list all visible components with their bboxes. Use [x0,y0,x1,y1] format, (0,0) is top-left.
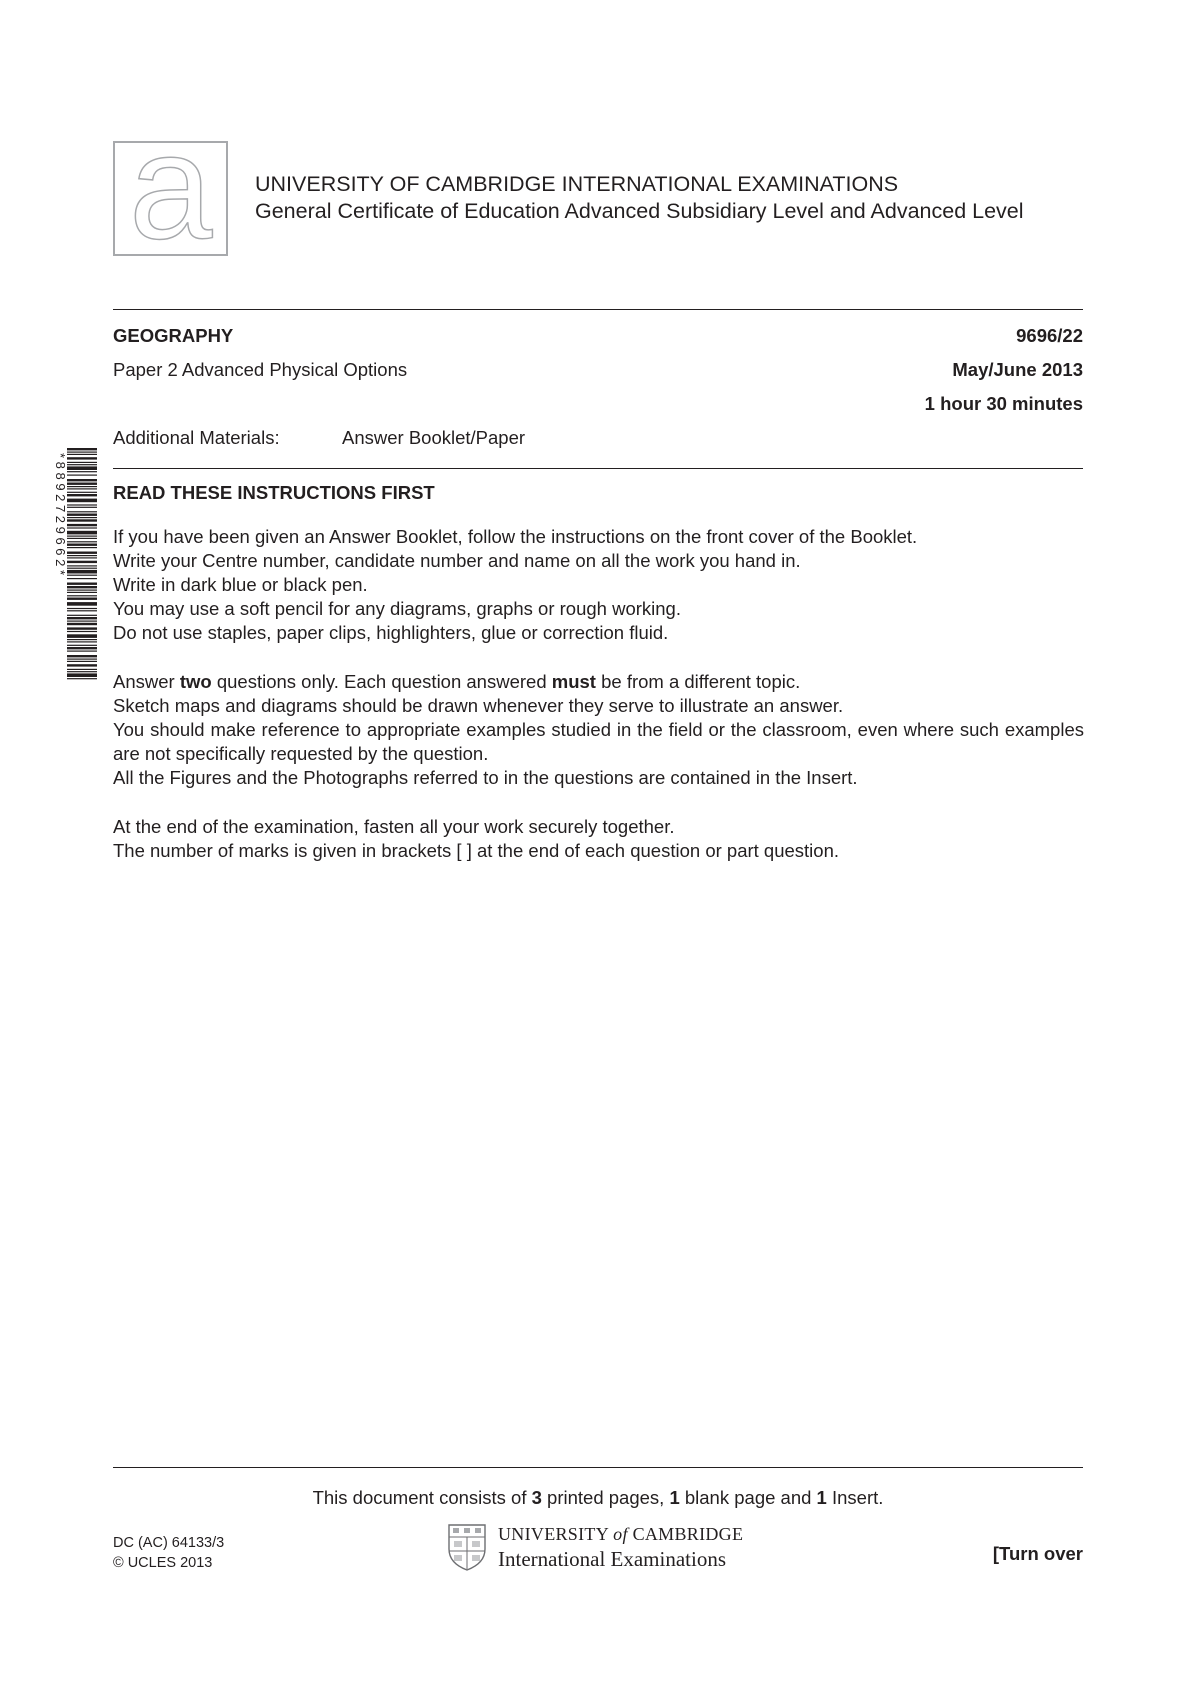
barcode-bar [67,568,97,569]
cambridge-crest-icon [447,1523,487,1571]
instruction-line: The number of marks is given in brackets [ ] at the end of each question or part question. [113,840,840,861]
instructions-heading: READ THESE INSTRUCTIONS FIRST [113,482,435,503]
emphasis-two: two [179,671,212,692]
barcode-bar [67,457,97,459]
barcode-bar [67,557,97,558]
barcode-bar [67,452,97,453]
barcode-bar [67,651,97,652]
subject: GEOGRAPHY [113,325,234,346]
barcode-bar [67,664,97,666]
barcode-bar [67,464,97,465]
barcode-bar [67,602,97,606]
barcode-bar [67,592,97,593]
instruction-line: Write in dark blue or black pen. [113,574,368,595]
barcode-bar [67,578,97,579]
text-run: be from a different topic. [595,671,801,692]
barcode-bar [67,570,97,574]
text-run: of [613,1524,628,1544]
barcode-bar [67,483,97,485]
text-run: This document consists of [312,1487,532,1508]
document-code: DC (AC) 64133/3 [113,1535,225,1551]
org-subtitle: General Certificate of Education Advanced Subsidiary Level and Advanced Level [255,199,1024,223]
text-run: CAMBRIDGE [632,1524,744,1544]
barcode-bar [67,659,97,660]
text-run: Insert. [826,1487,884,1508]
barcode-bar [67,547,97,548]
barcode-bar [67,552,97,554]
barcode-bar [67,544,97,546]
logo-ie-line: International Examinations [498,1547,727,1571]
instruction-line: Write your Centre number, candidate number and name on all the work you hand in. [113,550,801,571]
insert-count: 1 [816,1487,827,1508]
barcode-bar [67,511,97,512]
barcode-bar [67,499,97,503]
barcode-bar [67,634,97,638]
instructions-rule [113,468,1083,469]
barcode-bar [67,536,97,537]
barcode-bar [67,590,97,591]
header-rule [113,309,1083,310]
instruction-line: Do not use staples, paper clips, highlighters, glue or correction fluid. [113,622,669,643]
barcode-bar [67,454,97,455]
barcode-bar [67,507,97,508]
instruction-line: All the Figures and the Photographs referred to in the questions are contained in the Insert. [113,767,858,788]
page-count-statement [113,1487,1083,1509]
barcode-bar [67,538,97,539]
barcode-bar [67,598,97,600]
barcode-bar [67,479,97,481]
instructions-block-3 [113,815,1084,863]
materials-value: Answer Booklet/Paper [342,427,526,448]
cambridge-logo [447,1523,747,1575]
exam-duration: 1 hour 30 minutes [924,393,1083,414]
barcode-bar [67,555,97,556]
barcode-bar [67,673,97,677]
barcode-bar [67,575,97,576]
text-run: Answer [113,671,180,692]
barcode-bar [67,610,97,611]
text-run: UNIVERSITY [498,1524,609,1544]
barcode-bar [67,488,97,489]
barcode-bar [67,661,97,662]
emphasis-must: must [551,671,596,692]
barcode-bar [67,471,97,472]
barcode-bar [67,531,97,535]
turn-over: [Turn over [992,1543,1083,1564]
instruction-line: Sketch maps and diagrams should be drawn whenever they serve to illustrate an answer. [113,695,844,716]
barcode-bar [67,475,97,476]
barcode-bar [67,678,97,679]
barcode-bar [67,565,97,566]
barcode-bar [67,494,97,496]
copyright: © UCLES 2013 [113,1555,213,1571]
barcode-bar [67,448,97,450]
text-run: blank page and [679,1487,817,1508]
barcode-bar [67,486,97,487]
barcode-bar [67,527,97,528]
barcode-bar [67,561,97,563]
barcode-bar [67,583,97,585]
barcode-icon [67,448,97,680]
barcode-bar [67,524,97,526]
barcode-bar [67,655,97,657]
paper-code: 9696/22 [1016,325,1083,346]
barcode-bar [67,627,97,629]
instruction-line: At the end of the examination, fasten all your work securely together. [113,816,675,837]
barcode-bar [67,639,97,640]
barcode-bar [67,647,97,649]
barcode-bar [67,514,97,516]
barcode-bar [67,631,97,632]
instruction-line: You should make reference to appropriate examples studied in the field or the classroom, even where such examples are not specifically requested by the question. [113,719,1084,764]
cie-logo-box [113,141,228,256]
instructions-block-2 [113,670,1084,790]
barcode-bar [67,462,97,463]
barcode-bar [67,615,97,616]
instructions-block-1 [113,525,1084,645]
barcode-bar [67,586,97,588]
instruction-line: You may use a soft pencil for any diagrams, graphs or rough working. [113,598,681,619]
barcode-digits: *8892729662* [53,453,68,579]
barcode-bar [67,517,97,518]
blank-pages-count: 1 [669,1487,680,1508]
candidate-barcode [45,448,97,680]
barcode-bar [67,671,97,672]
logo-letter: a [129,141,213,256]
text-run: printed pages, [541,1487,670,1508]
paper-title: Paper 2 Advanced Physical Options [113,359,408,380]
barcode-bar [67,595,97,596]
logo-university-line [498,1524,743,1545]
barcode-bar [67,669,97,670]
barcode-bar [67,541,97,542]
barcode-bar [67,519,97,521]
barcode-bar [67,645,97,646]
instruction-line: If you have been given an Answer Booklet, follow the instructions on the front cover of the Booklet. [113,526,918,547]
printed-pages-count: 3 [531,1487,542,1508]
barcode-bar [67,608,97,609]
footer-rule [113,1467,1083,1468]
org-title: UNIVERSITY OF CAMBRIDGE INTERNATIONAL EXAMINATIONS [255,172,899,196]
barcode-bar [67,492,97,493]
barcode-bar [67,641,97,642]
text-run: questions only. Each question answered [211,671,552,692]
materials-label: Additional Materials: [113,427,280,448]
barcode-bar [67,623,97,625]
answer-two-line [113,670,1084,694]
exam-session: May/June 2013 [952,359,1083,380]
barcode-bar [67,504,97,505]
barcode-bar [67,617,97,619]
barcode-bar [67,621,97,622]
barcode-bar [67,466,97,470]
